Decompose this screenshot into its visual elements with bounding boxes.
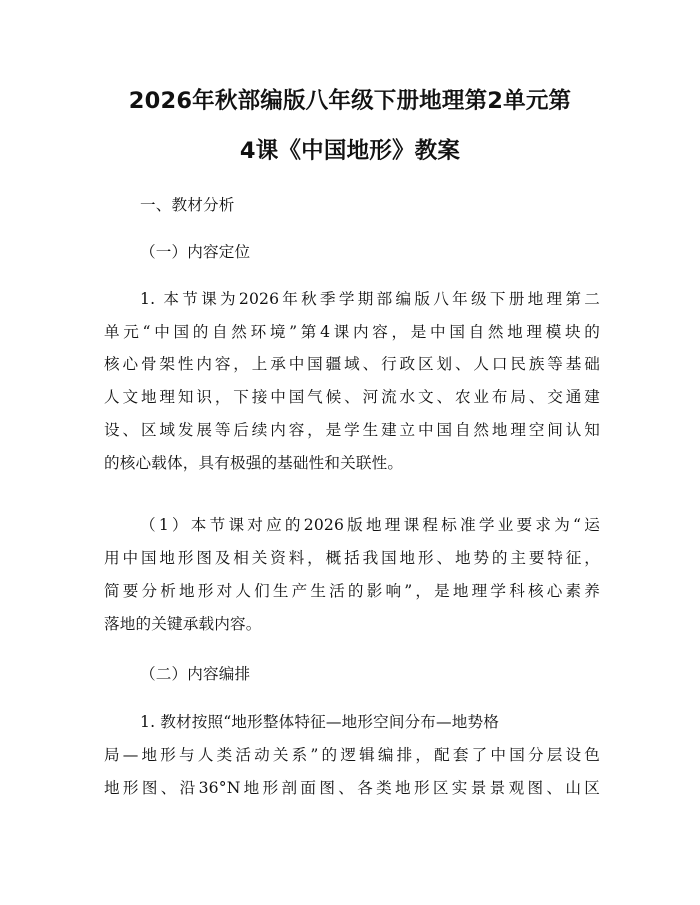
- paragraph-line: 落地的关键承载内容。: [104, 615, 262, 633]
- paragraph-line: （1）本节课对应的2026版地理课程标准学业要求为“运: [140, 516, 600, 534]
- subsection-heading: （二）内容编排: [140, 665, 251, 683]
- document-title-line-1: 2026年秋部编版八年级下册地理第2单元第: [128, 88, 572, 114]
- paragraph-line: 设、区域发展等后续内容，是学生建立中国自然地理空间认知: [104, 421, 600, 439]
- section-heading: 一、教材分析: [140, 196, 235, 214]
- document-title-line-2: 4课《中国地形》教案: [239, 138, 461, 164]
- paragraph-line: 1. 教材按照“地形整体特征—地形空间分布—地势格: [140, 713, 500, 731]
- paragraph-line: 简要分析地形对人们生产生活的影响”，是地理学科核心素养: [104, 582, 600, 600]
- paragraph-line: 1. 本节课为2026年秋季学期部编版八年级下册地理第二: [140, 290, 600, 308]
- paragraph-line: 局—地形与人类活动关系”的逻辑编排，配套了中国分层设色: [104, 746, 600, 764]
- paragraph-line: 的核心载体，具有极强的基础性和关联性。: [104, 454, 404, 472]
- paragraph-line: 人文地理知识，下接中国气候、河流水文、农业布局、交通建: [104, 388, 600, 406]
- subsection-heading: （一）内容定位: [140, 243, 251, 261]
- paragraph-line: 地形图、沿36°N地形剖面图、各类地形区实景景观图、山区: [104, 779, 600, 797]
- paragraph-line: 核心骨架性内容，上承中国疆域、行政区划、人口民族等基础: [104, 355, 600, 373]
- paragraph-line: 单元“中国的自然环境”第4课内容，是中国自然地理模块的: [104, 323, 600, 341]
- paragraph-line: 用中国地形图及相关资料，概括我国地形、地势的主要特征，: [104, 549, 600, 567]
